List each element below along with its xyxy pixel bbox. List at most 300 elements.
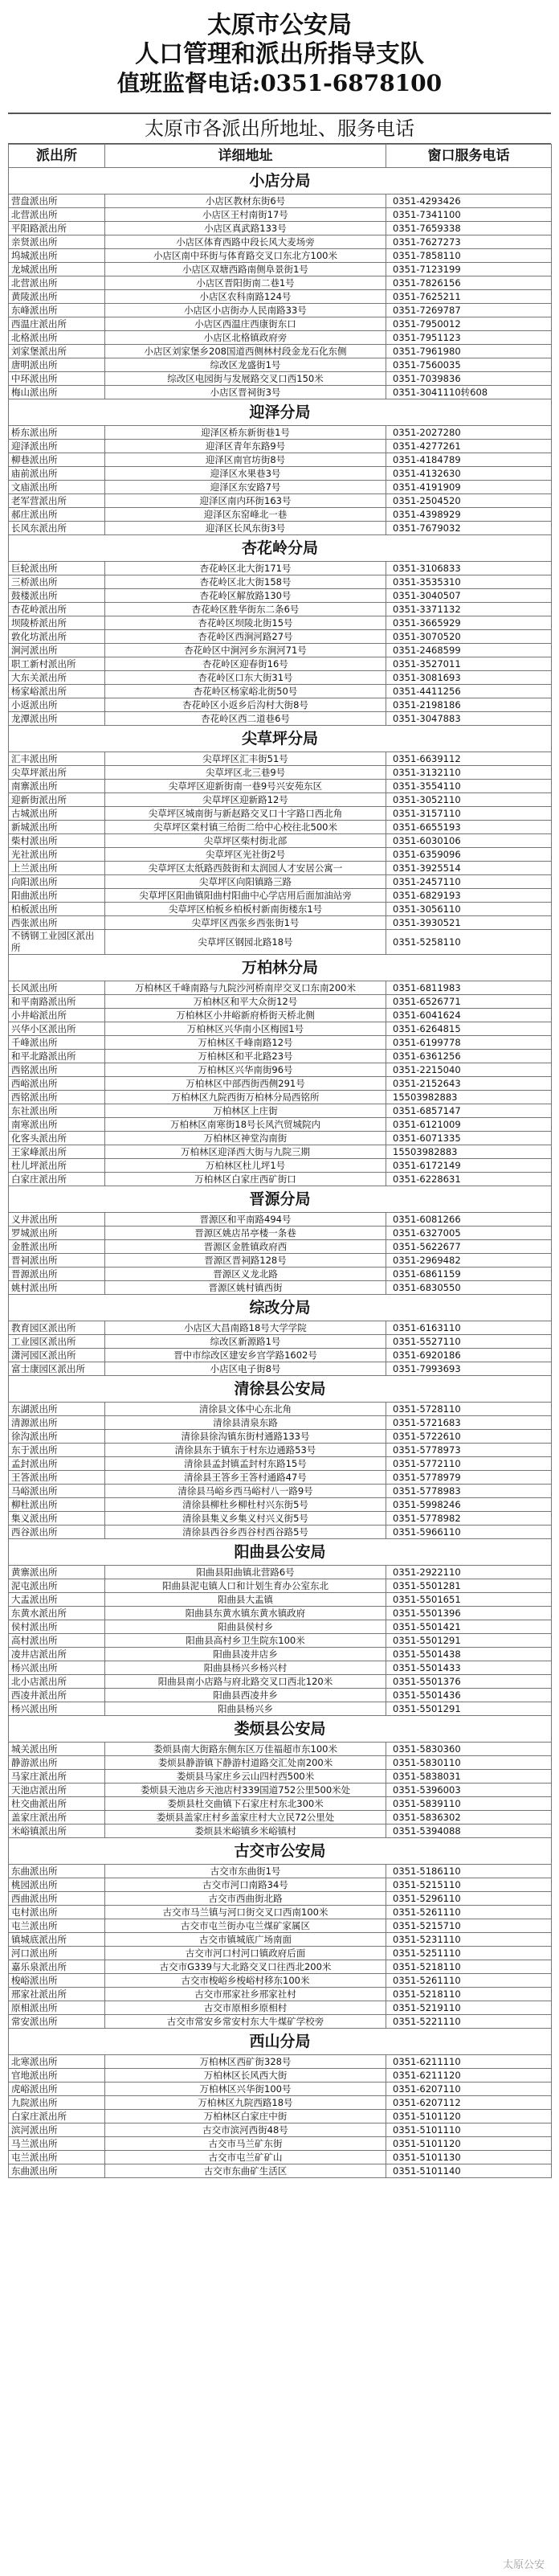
station-phone: 0351-7961980	[386, 345, 552, 358]
station-name: 南寨派出所	[9, 780, 105, 793]
station-address: 万柏林区中部西街西侧291号	[105, 1077, 386, 1091]
table-row	[9, 1988, 552, 2001]
table-row	[9, 386, 552, 399]
table-row	[9, 793, 552, 807]
station-phone: 0351-4277261	[386, 440, 552, 453]
station-address: 清徐县清泉东路	[105, 1416, 386, 1430]
station-name: 罗城派出所	[9, 1227, 105, 1240]
station-name: 集义派出所	[9, 1512, 105, 1526]
station-address: 万柏林区兴华街100号	[105, 2083, 386, 2096]
station-name: 坞城派出所	[9, 249, 105, 263]
table-row	[9, 616, 552, 630]
table-row	[9, 1579, 552, 1593]
table-row	[9, 685, 552, 698]
station-name: 平阳路派出所	[9, 222, 105, 235]
station-phone: 0351-7627273	[386, 235, 552, 249]
station-name: 柳巷派出所	[9, 453, 105, 467]
table-header-row	[9, 145, 552, 168]
station-name: 南寒派出所	[9, 1118, 105, 1132]
station-address: 杏花岭区杨家峪北街50号	[105, 685, 386, 698]
section-title: 综改分局	[9, 1295, 552, 1321]
table-row	[9, 208, 552, 222]
page-subtitle: 太原市各派出所地址、服务电话	[8, 113, 551, 144]
station-phone: 0351-5394088	[386, 1824, 552, 1838]
station-address: 尖草坪区西张乡西张街1号	[105, 916, 386, 930]
table-row	[9, 1281, 552, 1295]
station-phone: 0351-5778983	[386, 1485, 552, 1498]
station-address: 小店区南中环街与体育路交叉口东北方100米	[105, 249, 386, 263]
station-phone: 0351-3665929	[386, 616, 552, 630]
station-phone: 0351-2198186	[386, 698, 552, 712]
station-address: 晋源区晋祠路128号	[105, 1254, 386, 1268]
table-row	[9, 1268, 552, 1281]
station-phone: 0351-2027280	[386, 426, 552, 440]
station-name: 教育园区派出所	[9, 1321, 105, 1335]
station-phone: 0351-3047883	[386, 712, 552, 726]
station-address: 迎泽区长风东街3号	[105, 522, 386, 535]
table-row	[9, 2015, 552, 2029]
station-name: 常安派出所	[9, 2015, 105, 2029]
section-title: 万柏林分局	[9, 955, 552, 981]
station-name: 杜交曲派出所	[9, 1797, 105, 1811]
station-name: 迎泽派出所	[9, 440, 105, 453]
table-row	[9, 889, 552, 903]
section-header-row	[9, 726, 552, 752]
station-address: 万柏林区白家庄西矿街口	[105, 1173, 386, 1186]
stations-table	[8, 144, 552, 2178]
station-name: 尖草坪派出所	[9, 766, 105, 780]
station-name: 原相派出所	[9, 2001, 105, 2015]
station-address: 万柏林区白家庄中街	[105, 2110, 386, 2123]
table-row	[9, 630, 552, 644]
station-name: 西张派出所	[9, 916, 105, 930]
table-row	[9, 1050, 552, 1063]
station-phone: 0351-3930521	[386, 916, 552, 930]
station-phone: 0351-6264815	[386, 1022, 552, 1036]
page-header	[0, 0, 559, 98]
table-row	[9, 1132, 552, 1145]
station-name: 官地派出所	[9, 2069, 105, 2083]
station-name: 嘉乐泉派出所	[9, 1960, 105, 1974]
table-row	[9, 848, 552, 862]
table-row	[9, 249, 552, 263]
table-row	[9, 1022, 552, 1036]
station-name: 杨兴派出所	[9, 1661, 105, 1675]
station-name: 徐沟派出所	[9, 1430, 105, 1444]
station-address: 阳曲县侯村乡	[105, 1620, 386, 1634]
stations-table-wrapper	[8, 144, 551, 2178]
station-phone: 0351-6830550	[386, 1281, 552, 1295]
table-row	[9, 304, 552, 317]
station-address: 古交市梭峪乡梭峪村移东100米	[105, 1974, 386, 1988]
station-address: 杏花岭区西涧河路27号	[105, 630, 386, 644]
station-phone: 0351-5261110	[386, 1906, 552, 1919]
station-phone: 0351-7951123	[386, 331, 552, 345]
station-phone: 0351-7679032	[386, 522, 552, 535]
station-phone: 0351-6041624	[386, 1009, 552, 1022]
station-address: 古交市G339与大北路交叉口往西北200米	[105, 1960, 386, 1974]
station-address: 娄烦县杜交曲镇下石家庄村东北300米	[105, 1797, 386, 1811]
station-phone: 0351-5219110	[386, 2001, 552, 2015]
station-name: 清源派出所	[9, 1416, 105, 1430]
station-phone: 0351-7039836	[386, 372, 552, 386]
station-phone: 0351-5221110	[386, 2015, 552, 2029]
station-phone: 0351-6829193	[386, 889, 552, 903]
station-address: 万柏林区和平大众街12号	[105, 995, 386, 1009]
table-row	[9, 1173, 552, 1186]
station-address: 尖草坪区柴村街北部	[105, 834, 386, 848]
station-phone: 0351-4411256	[386, 685, 552, 698]
station-name: 泥屯派出所	[9, 1579, 105, 1593]
station-phone: 0351-6121009	[386, 1118, 552, 1132]
station-name: 西曲派出所	[9, 1892, 105, 1906]
station-address: 古交市东曲矿生活区	[105, 2164, 386, 2178]
station-name: 梅山派出所	[9, 386, 105, 399]
station-name: 营盘派出所	[9, 195, 105, 208]
station-phone: 0351-5215710	[386, 1919, 552, 1933]
station-name: 静游派出所	[9, 1756, 105, 1770]
table-row	[9, 589, 552, 603]
table-row	[9, 2137, 552, 2151]
section-title: 阳曲县公安局	[9, 1539, 552, 1566]
table-row	[9, 2055, 552, 2069]
station-name: 高村派出所	[9, 1634, 105, 1648]
station-name: 黄陵派出所	[9, 290, 105, 304]
station-name: 迎新街派出所	[9, 793, 105, 807]
station-address: 万柏林区和平北路23号	[105, 1050, 386, 1063]
table-row	[9, 453, 552, 467]
station-phone: 0351-5622677	[386, 1240, 552, 1254]
table-row	[9, 752, 552, 766]
station-name: 东社派出所	[9, 1104, 105, 1118]
station-address: 晋源区和平南路494号	[105, 1213, 386, 1227]
station-address: 迎泽区南官坊街8号	[105, 453, 386, 467]
station-address: 阳曲县大盂镇	[105, 1593, 386, 1607]
station-address: 小店区小店街办人民南路33号	[105, 304, 386, 317]
station-name: 梭峪派出所	[9, 1974, 105, 1988]
table-row	[9, 1947, 552, 1960]
station-address: 清徐县徐沟镇东街村通路133号	[105, 1430, 386, 1444]
station-address: 杏花岭区小返乡后沟村大街8号	[105, 698, 386, 712]
station-address: 尖草坪区向阳镇路三路	[105, 875, 386, 889]
station-name: 金胜派出所	[9, 1240, 105, 1254]
station-name: 兴华小区派出所	[9, 1022, 105, 1036]
table-row	[9, 276, 552, 290]
station-name: 长风东派出所	[9, 522, 105, 535]
station-phone: 0351-2457110	[386, 875, 552, 889]
section-header-row	[9, 1186, 552, 1213]
station-phone: 0351-5101110	[386, 2123, 552, 2137]
table-row	[9, 1784, 552, 1797]
station-phone: 0351-2215040	[386, 1063, 552, 1077]
station-name: 潇河园区派出所	[9, 1349, 105, 1362]
station-phone: 0351-5722610	[386, 1430, 552, 1444]
station-phone: 0351-5231110	[386, 1933, 552, 1947]
station-name: 白家庄派出所	[9, 1173, 105, 1186]
table-row	[9, 657, 552, 671]
station-phone: 0351-3132110	[386, 766, 552, 780]
station-name: 姚村派出所	[9, 1281, 105, 1295]
station-phone: 0351-3056110	[386, 903, 552, 916]
station-phone: 0351-7123199	[386, 263, 552, 276]
station-phone: 0351-3070520	[386, 630, 552, 644]
station-phone: 0351-3527011	[386, 657, 552, 671]
station-name: 九院派出所	[9, 2096, 105, 2110]
station-address: 迎泽区东窑峰北一巷	[105, 508, 386, 522]
station-phone: 0351-6163110	[386, 1321, 552, 1335]
table-row	[9, 2001, 552, 2015]
station-name: 桃园派出所	[9, 1878, 105, 1892]
table-row	[9, 1091, 552, 1104]
section-title: 古交市公安局	[9, 1838, 552, 1865]
table-row	[9, 1036, 552, 1050]
station-address: 尖草坪区汇丰街51号	[105, 752, 386, 766]
station-phone: 0351-5101140	[386, 2164, 552, 2178]
station-address: 古交市镇城底广场南面	[105, 1933, 386, 1947]
station-address: 古交市原相乡原相村	[105, 2001, 386, 2015]
station-name: 凌井店派出所	[9, 1648, 105, 1661]
station-name: 巨轮派出所	[9, 562, 105, 575]
station-phone: 0351-5501291	[386, 1634, 552, 1648]
section-header-row	[9, 955, 552, 981]
station-phone: 0351-2152643	[386, 1077, 552, 1091]
station-name: 义井派出所	[9, 1213, 105, 1227]
station-phone: 15503982883	[386, 1091, 552, 1104]
station-address: 尖草坪区棠村镇三给街二给中心校往北500米	[105, 821, 386, 834]
station-phone: 0351-6211120	[386, 2069, 552, 2083]
station-address: 万柏林区九院西街万柏林分局西铭所	[105, 1091, 386, 1104]
station-address: 阳曲县泥屯镇人口和计划生育办公室东北	[105, 1579, 386, 1593]
station-address: 迎泽区水果巷3号	[105, 467, 386, 481]
station-name: 坝陵桥派出所	[9, 616, 105, 630]
station-phone: 0351-7659338	[386, 222, 552, 235]
table-row	[9, 575, 552, 589]
page-title: 太原市公安局	[207, 11, 352, 39]
station-address: 尖草坪区迎新路12号	[105, 793, 386, 807]
station-phone: 0351-3041110转608	[386, 386, 552, 399]
station-name: 小返派出所	[9, 698, 105, 712]
station-address: 小店区西温庄西康街东口	[105, 317, 386, 331]
station-phone: 0351-6081266	[386, 1213, 552, 1227]
station-address: 尖草坪区城南街与新赵路交叉口十字路口西北角	[105, 807, 386, 821]
table-row	[9, 2164, 552, 2178]
station-address: 娄烦县南大街路东侧东区万佳福超市东100米	[105, 1743, 386, 1756]
station-name: 北小店派出所	[9, 1675, 105, 1689]
station-name: 晋祠派出所	[9, 1254, 105, 1268]
table-row	[9, 467, 552, 481]
station-name: 职工新村派出所	[9, 657, 105, 671]
station-phone: 0351-7826156	[386, 276, 552, 290]
table-row	[9, 821, 552, 834]
watermark: 太原公安	[502, 2559, 545, 2571]
station-name: 古城派出所	[9, 807, 105, 821]
station-address: 阳曲县凌井店乡	[105, 1648, 386, 1661]
station-name: 杜儿坪派出所	[9, 1159, 105, 1173]
station-phone: 0351-6228631	[386, 1173, 552, 1186]
section-header-row	[9, 168, 552, 195]
station-name: 天池店派出所	[9, 1784, 105, 1797]
station-phone: 0351-5998246	[386, 1498, 552, 1512]
station-name: 刘家堡派出所	[9, 345, 105, 358]
station-address: 清徐县王答乡王答村通路47号	[105, 1471, 386, 1485]
station-address: 古交市屯兰矿矿山	[105, 2151, 386, 2164]
station-address: 古交市河口村河口镇政府后面	[105, 1947, 386, 1960]
station-address: 娄烦县马家庄乡云山四村西500米	[105, 1770, 386, 1784]
table-row	[9, 494, 552, 508]
section-title: 杏花岭分局	[9, 535, 552, 562]
station-address: 万柏林区南寒街18号长风汽贸城院内	[105, 1118, 386, 1132]
station-address: 阳曲县杨兴乡杨兴村	[105, 1661, 386, 1675]
station-phone: 0351-6361256	[386, 1050, 552, 1063]
table-row	[9, 1743, 552, 1756]
station-phone: 0351-6071335	[386, 1132, 552, 1145]
table-row	[9, 1362, 552, 1376]
station-phone: 0351-6857147	[386, 1104, 552, 1118]
station-address: 小店区刘家堡乡208国道西侧林村段金龙石化东侧	[105, 345, 386, 358]
station-address: 小店区体育西路中段长风大麦场旁	[105, 235, 386, 249]
section-header-row	[9, 1539, 552, 1566]
station-name: 千峰派出所	[9, 1036, 105, 1050]
station-phone: 0351-3535310	[386, 575, 552, 589]
table-row	[9, 1906, 552, 1919]
station-address: 迎泽区桥东新街巷1号	[105, 426, 386, 440]
table-row	[9, 2083, 552, 2096]
section-header-row	[9, 1716, 552, 1743]
col-header-address: 详细地址	[105, 145, 386, 168]
station-phone: 0351-5501396	[386, 1607, 552, 1620]
station-phone: 0351-6861159	[386, 1268, 552, 1281]
station-address: 清徐县西谷乡西谷村西谷路5号	[105, 1526, 386, 1539]
station-name: 桥东派出所	[9, 426, 105, 440]
station-address: 杏花岭区西二道巷6号	[105, 712, 386, 726]
station-address: 小店区北格镇政府旁	[105, 331, 386, 345]
station-name: 上兰派出所	[9, 862, 105, 875]
station-name: 孟封派出所	[9, 1457, 105, 1471]
station-phone: 0351-5778979	[386, 1471, 552, 1485]
table-row	[9, 1349, 552, 1362]
station-address: 清徐县柳杜乡柳杜村兴东街5号	[105, 1498, 386, 1512]
section-header-row	[9, 1295, 552, 1321]
station-name: 杏花岭派出所	[9, 603, 105, 616]
station-name: 滨河派出所	[9, 2123, 105, 2137]
station-phone: 0351-7341100	[386, 208, 552, 222]
station-phone: 0351-5838031	[386, 1770, 552, 1784]
table-row	[9, 807, 552, 821]
station-name: 光社派出所	[9, 848, 105, 862]
table-row	[9, 712, 552, 726]
table-row	[9, 1009, 552, 1022]
station-phone: 0351-6526771	[386, 995, 552, 1009]
station-address: 古交市滨河西街48号	[105, 2123, 386, 2137]
table-row	[9, 358, 552, 372]
station-phone: 0351-5501651	[386, 1593, 552, 1607]
station-address: 迎泽区南内环街163号	[105, 494, 386, 508]
station-phone: 0351-5101130	[386, 2151, 552, 2164]
station-name: 黄寨派出所	[9, 1566, 105, 1579]
table-row	[9, 372, 552, 386]
station-phone: 0351-6211110	[386, 2055, 552, 2069]
station-address: 杏花岭区北大街158号	[105, 575, 386, 589]
station-name: 涧河派出所	[9, 644, 105, 657]
station-name: 屯兰派出所	[9, 1919, 105, 1933]
station-address: 杏花岭区胜华街东二条6号	[105, 603, 386, 616]
station-name: 北格派出所	[9, 331, 105, 345]
station-name: 西峪派出所	[9, 1077, 105, 1091]
table-row	[9, 1770, 552, 1784]
station-address: 娄烦县米峪镇乡米峪镇村	[105, 1824, 386, 1838]
table-row	[9, 222, 552, 235]
station-address: 综改区龙盛街1号	[105, 358, 386, 372]
station-address: 阳曲县杨兴乡	[105, 1702, 386, 1716]
station-address: 杏花岭区口东大街31号	[105, 671, 386, 685]
station-name: 工业园区派出所	[9, 1335, 105, 1349]
section-header-row	[9, 2029, 552, 2055]
section-title: 迎泽分局	[9, 399, 552, 426]
table-row	[9, 1159, 552, 1173]
station-phone: 0351-6327005	[386, 1227, 552, 1240]
station-address: 晋源区义龙北路	[105, 1268, 386, 1281]
table-row	[9, 1254, 552, 1268]
station-phone: 0351-3157110	[386, 807, 552, 821]
station-phone: 0351-5258110	[386, 930, 552, 955]
table-row	[9, 1648, 552, 1661]
station-address: 阳曲县南小店路与府北路交叉口西北120米	[105, 1675, 386, 1689]
station-name: 北营派出所	[9, 276, 105, 290]
table-row	[9, 1077, 552, 1091]
station-address: 娄烦县盖家庄村乡盖家庄村大立民72公里处	[105, 1811, 386, 1824]
station-name: 鼓楼派出所	[9, 589, 105, 603]
station-name: 晋源派出所	[9, 1268, 105, 1281]
station-phone: 0351-2504520	[386, 494, 552, 508]
table-row	[9, 1335, 552, 1349]
station-address: 阳曲县高村乡卫生院东100米	[105, 1634, 386, 1648]
station-phone: 0351-6199778	[386, 1036, 552, 1050]
station-name: 小井峪派出所	[9, 1009, 105, 1022]
station-phone: 0351-5501376	[386, 1675, 552, 1689]
station-address: 万柏林区千峰南路与九院沙河桥南岸交叉口东南200米	[105, 981, 386, 995]
station-address: 古交市邢家社乡邢家社村	[105, 1988, 386, 2001]
table-row	[9, 1471, 552, 1485]
station-name: 东湖派出所	[9, 1403, 105, 1416]
station-phone: 0351-5778982	[386, 1512, 552, 1526]
station-name: 大东关派出所	[9, 671, 105, 685]
station-phone: 0351-5721683	[386, 1416, 552, 1430]
station-name: 富士康园区派出所	[9, 1362, 105, 1376]
station-name: 和平北路派出所	[9, 1050, 105, 1063]
station-phone: 0351-4132630	[386, 467, 552, 481]
station-address: 古交市屯兰街办屯兰煤矿家属区	[105, 1919, 386, 1933]
station-address: 阳曲县西凌井乡	[105, 1689, 386, 1702]
table-row	[9, 644, 552, 657]
station-phone: 0351-4293426	[386, 195, 552, 208]
station-phone: 0351-5836302	[386, 1811, 552, 1824]
station-phone: 0351-2969482	[386, 1254, 552, 1268]
station-name: 庙前派出所	[9, 467, 105, 481]
table-row	[9, 1824, 552, 1838]
table-row	[9, 903, 552, 916]
table-row	[9, 1104, 552, 1118]
station-name: 东峰派出所	[9, 304, 105, 317]
station-address: 万柏林区杜儿坪1号	[105, 1159, 386, 1173]
station-phone: 0351-4184789	[386, 453, 552, 467]
table-row	[9, 1878, 552, 1892]
station-name: 龙城派出所	[9, 263, 105, 276]
section-title: 清徐县公安局	[9, 1376, 552, 1403]
table-row	[9, 522, 552, 535]
table-row	[9, 2110, 552, 2123]
station-phone: 0351-7950012	[386, 317, 552, 331]
table-row	[9, 1566, 552, 1579]
